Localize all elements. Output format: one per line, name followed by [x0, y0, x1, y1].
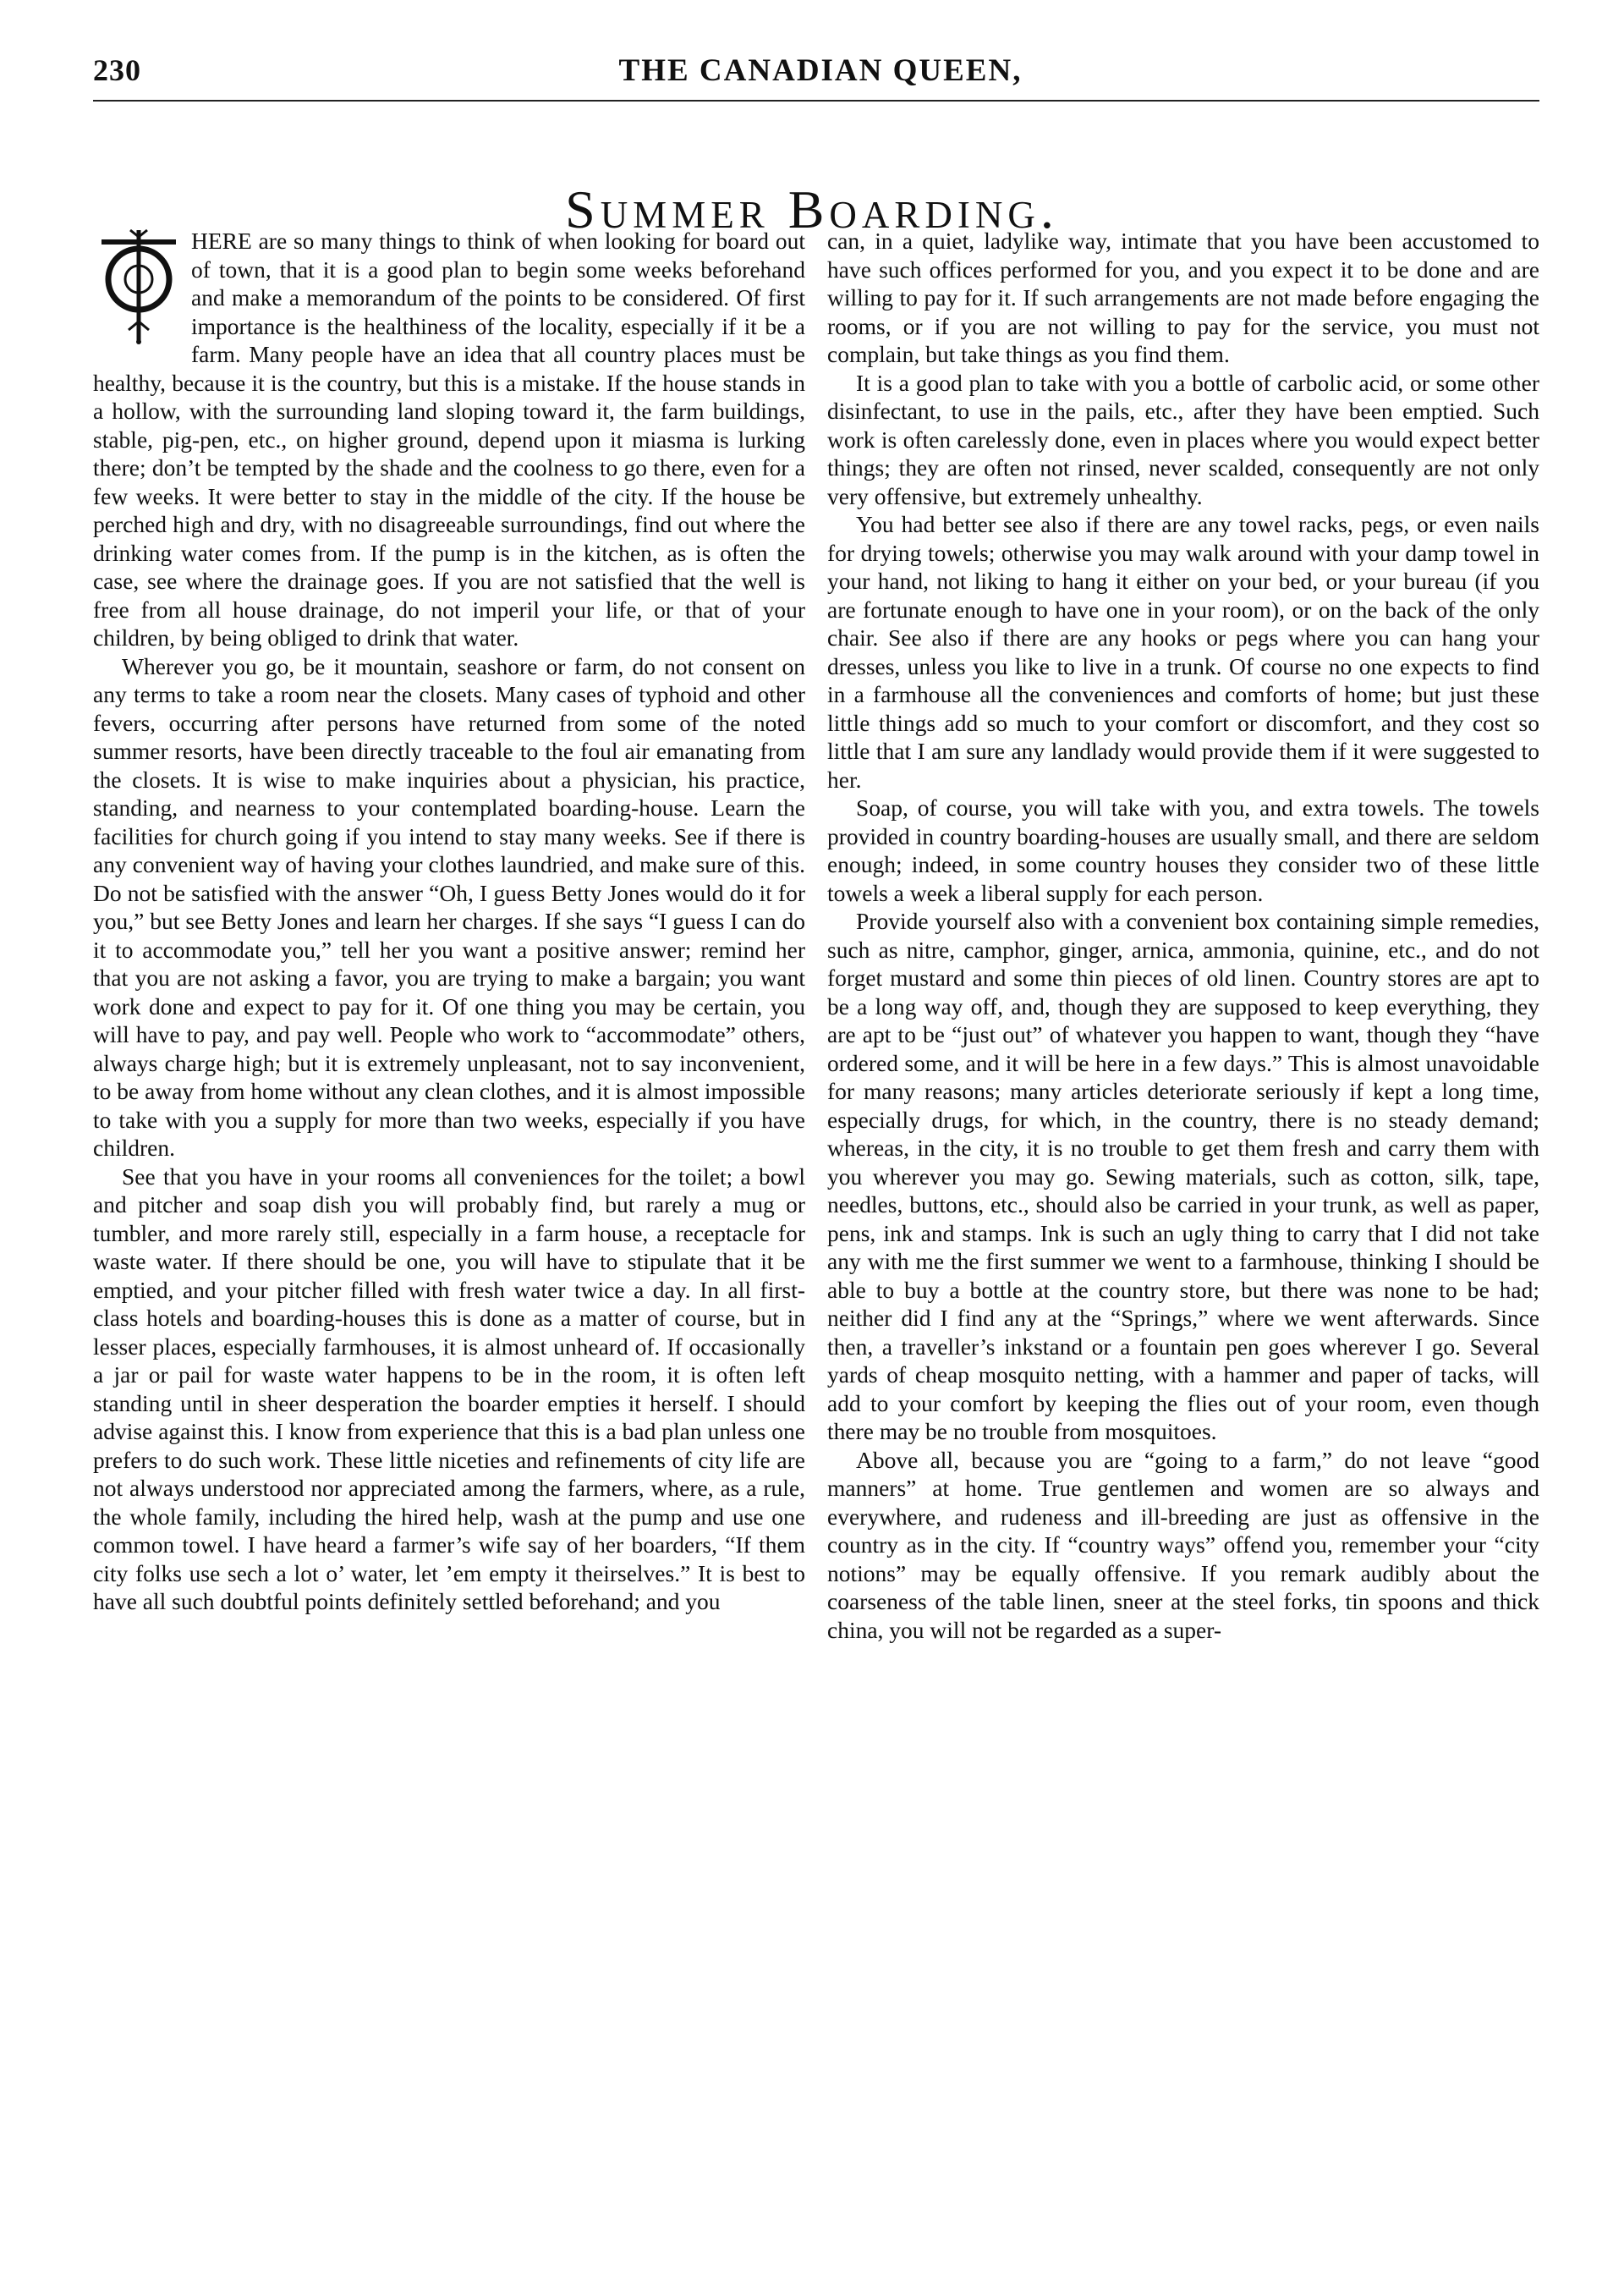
right-column — [827, 227, 1539, 1644]
body-paragraph: See that you have in your rooms all conveniences for the toilet; a bowl and pitcher and soap dish you will probably find, but rarely a mug or tumbler, and more rarely still, especially in a farm house, a receptacle for waste water. If there should be one, you will have to stipulate that it be emptied, and your pitcher filled with fresh water twice a day. In all first-class hotels and boarding-houses this is done as a matter of course, but in lesser places, especially farmhouses, it is almost unheard of. If occasionally a jar or pail for waste water happens to be in the room, it is often left standing until in sheer desperation the boarder empties it herself. I should advise against this. I know from experience that this is a bad plan unless one prefers to do such work. These little niceties and refinements of city life are not always understood nor appreciated among the farmers, where, as a rule, the whole family, including the hired help, wash at the pump and use one common towel. I have heard a farmer’s wife say of her boarders, “If them city folks use sech a lot o’ water, let ’em empty it theirselves.” It is best to have all such doubtful points definitely settled beforehand; and you — [93, 1162, 805, 1614]
header-rule — [93, 100, 1539, 102]
first-paragraph — [93, 227, 805, 652]
body-paragraph: It is a good plan to take with you a bottle of carbolic acid, or some other disinfectant, to use in the pails, etc., after they have been emptied. Such work is often carelessly done, even in places where you would expect better things; they are often not rinsed, never scalded, consequently are not only very offensive, but extremely unhealthy. — [827, 369, 1539, 509]
body-paragraph: Above all, because you are “going to a farm,” do not leave “good manners” at home. True gentlemen and women are so always and everywhere, and rudeness and ill-breeding are just as offensive in the country as in the city. If “country ways” offend you, remember your “city notions” may be equally offensive. If you remark audibly about the coarseness of the table linen, sneer at the steel forks, tin spoons and thick china, you will not be regarded as a super- — [827, 1446, 1539, 1643]
continued-paragraph: can, in a quiet, ladylike way, intimate that you have been accustomed to have such offices performed for you, and you expect it to be done and are willing to pay for it. If such arrangements are not made before engaging the rooms, or if you are not willing to pay for the service, you must not complain, but take things as you find them. — [827, 228, 1539, 367]
running-title: THE CANADIAN QUEEN, — [618, 53, 1023, 88]
left-column — [93, 227, 805, 1616]
article-title: Summer Boarding. — [565, 179, 1059, 239]
body-paragraph: Soap, of course, you will take with you, and extra towels. The towels provided in country boarding-houses are usually small, and there are seldom enough; indeed, in some country houses they consider two of these little towels a week a liberal supply for each person. — [827, 794, 1539, 906]
page-header — [93, 52, 1548, 103]
first-paragraph-text: HERE are so many things to think of when looking for board out of town, that it is a good plan to begin some weeks beforehand and make a memorandum of the points to be considered. Of first importance is the healthiness of the locality, especially if it be a farm. Many people have an idea that all country places must be healthy, because it is the country, but this is a mistake. If the house stands in a hollow, with the surrounding land sloping toward it, the farm buildings, stable, pig-pen, etc., on higher ground, depend upon it miasma is lurking there; don’t be tempted by the shade and the coolness to go there, even for a few weeks. It were better to stay in the middle of the city. If the house be perched high and dry, with no disagreeable surroundings, find out where the drinking water comes from. If the pump is in the kitchen, as is often the case, see where the drainage goes. If you are not satisfied that the well is free from all house drainage, do not imperil your life, or that of your children, by being obliged to drink that water. — [93, 228, 805, 651]
ornamental-t-icon — [93, 227, 184, 345]
decorative-initial-t — [93, 227, 184, 345]
page-number: 230 — [93, 53, 141, 87]
body-paragraph: Provide yourself also with a convenient box containing simple remedies, such as nitre, camphor, ginger, arnica, ammonia, quinine, etc., and do not forget mustard and some thin pieces of old linen. Country stores are apt to be a long way off, and, though they are supposed to keep everything, they are apt to be “just out” of whatever you happen to want, though they “have ordered some, and it will be here in a few days.” This is almost unavoidable for many reasons; many articles deteriorate seriously if kept a long time, especially drugs, for which, in the country, there is no steady demand; whereas, in the city, it is no trouble to get them fresh and carry them with you wherever you may go. Sewing materials, such as cotton, silk, tape, needles, buttons, etc., should also be carried in your trunk, as well as paper, pens, ink and stamps. Ink is such an ugly thing to carry that I did not take any with me the first summer we went to a farmhouse, thinking I should be able to buy a bottle at the country store, but there was none to be had; neither did I find any at the “Springs,” where we went afterwards. Since then, a traveller’s inkstand or a fountain pen goes wherever I go. Several yards of cheap mosquito netting, with a hammer and paper of tacks, will add to your comfort by keeping the flies out of your room, even though there may be no trouble from mosquitoes. — [827, 908, 1539, 1444]
body-paragraph: You had better see also if there are any towel racks, pegs, or even nails for drying towels; otherwise you may walk around with your damp towel in your hand, not liking to hang it either on your bed, or your bureau (if you are fortunate enough to have one in your room), or on the back of the only chair. See also if there are any hooks or pegs where you can hang your dresses, unless you like to live in a trunk. Of course no one expects to find in a farmhouse all the conveniences and comforts of home; but just these little things add so much to your comfort or discomfort, and they cost so little that I am sure any landlady would provide them if it were suggested to her. — [827, 511, 1539, 793]
body-paragraph: Wherever you go, be it mountain, seashore or farm, do not consent on any terms to take a room near the closets. Many cases of typhoid and other fevers, occurring after persons have returned from some of the noted summer resorts, have been directly traceable to the foul air emanating from the closets. It is wise to make inquiries about a physician, his practice, standing, and nearness to your contemplated boarding-house. Learn the facilities for church going if you intend to stay many weeks. See if there is any convenient way of having your clothes laundried, and make sure of this. Do not be satisfied with the answer “Oh, I guess Betty Jones would do it for you,” but see Betty Jones and learn her charges. If she says “I guess I can do it to accommodate you,” tell her you want a positive answer; remind her that you are not asking a favor, you are trying to make a bargain; you want work done and expect to pay for it. Of one thing you may be certain, you will have to pay, and pay well. People who work to “accommodate” others, always charge high; but it is extremely unpleasant, not to say inconvenient, to be away from home without any clean clothes, and it is almost impossible to take with you a supply for more than two weeks, especially if you have children. — [93, 652, 805, 1161]
